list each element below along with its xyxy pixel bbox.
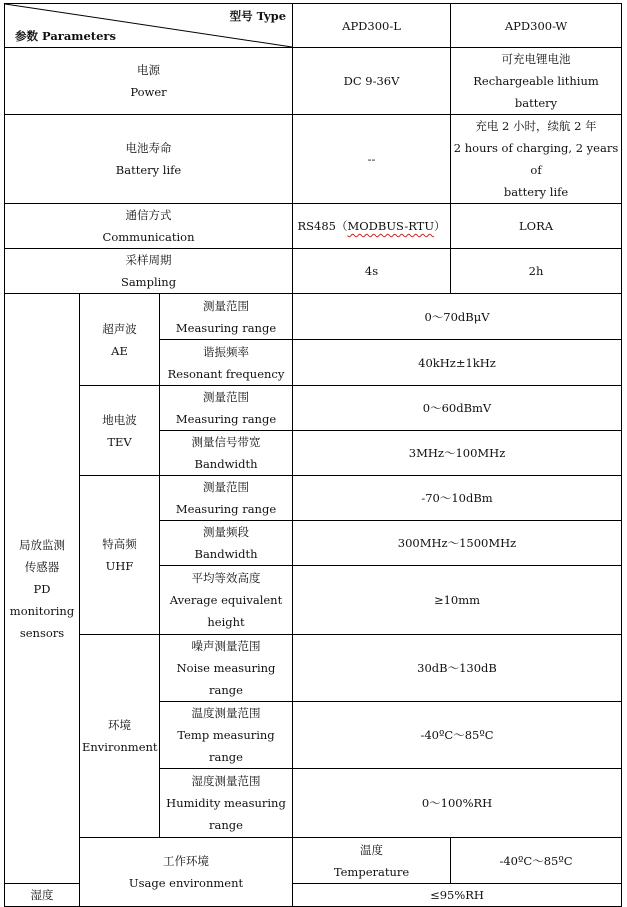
ae-range-label: 测量范围 Measuring range (160, 294, 293, 340)
communication-w-value: LORA (451, 204, 622, 249)
ae-frequency-label: 谐振频率 Resonant frequency (160, 340, 293, 386)
tev-range-row (5, 386, 622, 431)
type-label: 型号 Type (229, 9, 287, 23)
usage-humidity-value: ≤95%RH (293, 884, 622, 907)
uhf-height-label: 平均等效高度 Average equivalent height (160, 566, 293, 635)
power-row (5, 48, 622, 115)
battery-l-value: -- (293, 115, 451, 204)
ae-frequency-value: 40kHz±1kHz (293, 340, 622, 386)
tev-label: 地电波 TEV (80, 386, 160, 476)
sampling-row (5, 249, 622, 294)
header-diagonal-cell (5, 4, 293, 48)
power-w-value: 可充电锂电池 Rechargeable lithium battery (451, 48, 622, 115)
tev-range-label: 测量范围 Measuring range (160, 386, 293, 431)
model-l-header: APD300-L (293, 4, 451, 48)
communication-label: 通信方式 Communication (5, 204, 293, 249)
uhf-range-value: -70～10dBm (293, 476, 622, 521)
battery-label: 电池寿命 Battery life (5, 115, 293, 204)
uhf-range-row (5, 476, 622, 521)
ae-range-value: 0～70dBμV (293, 294, 622, 340)
uhf-range-label: 测量范围 Measuring range (160, 476, 293, 521)
uhf-height-value: ≥10mm (293, 566, 622, 635)
usage-humidity-label: 湿度 (5, 884, 80, 907)
usage-temp-row (5, 838, 622, 884)
usage-temp-label: 温度 Temperature (293, 838, 451, 884)
env-noise-row (5, 635, 622, 702)
ae-label: 超声波 AE (80, 294, 160, 386)
uhf-label: 特高频 UHF (80, 476, 160, 635)
battery-w-value: 充电 2 小时，续航 2 年 2 hours of charging, 2 years of battery life (451, 115, 622, 204)
uhf-band-value: 300MHz～1500MHz (293, 521, 622, 566)
tev-bandwidth-label: 测量信号带宽 Bandwidth (160, 431, 293, 476)
env-humidity-value: 0～100%RH (293, 769, 622, 838)
spellcheck-underlined-text: MODBUS-RTU (347, 219, 435, 233)
env-humidity-label: 湿度测量范围 Humidity measuring range (160, 769, 293, 838)
sampling-w-value: 2h (451, 249, 622, 294)
communication-l-value: RS485（MODBUS-RTU） (293, 204, 451, 249)
env-temp-label: 温度测量范围 Temp measuring range (160, 702, 293, 769)
power-l-value: DC 9-36V (293, 48, 451, 115)
sampling-l-value: 4s (293, 249, 451, 294)
battery-row (5, 115, 622, 204)
header-row (5, 4, 622, 48)
spec-table (4, 3, 622, 907)
env-noise-label: 噪声测量范围 Noise measuring range (160, 635, 293, 702)
ae-range-row (5, 294, 622, 340)
sampling-label: 采样周期 Sampling (5, 249, 293, 294)
power-label: 电源 Power (5, 48, 293, 115)
parameters-label: 参数 Parameters (15, 29, 116, 43)
model-w-header: APD300-W (451, 4, 622, 48)
env-noise-value: 30dB～130dB (293, 635, 622, 702)
environment-label: 环境 Environment (80, 635, 160, 838)
communication-row (5, 204, 622, 249)
env-temp-value: -40ºC～85ºC (293, 702, 622, 769)
usage-temp-value: -40ºC～85ºC (451, 838, 622, 884)
pd-sensors-label: 局放监测 传感器 PD monitoring sensors (5, 294, 80, 884)
tev-range-value: 0～60dBmV (293, 386, 622, 431)
usage-environment-label: 工作环境 Usage environment (80, 838, 293, 907)
uhf-band-label: 测量频段 Bandwidth (160, 521, 293, 566)
tev-bandwidth-value: 3MHz～100MHz (293, 431, 622, 476)
